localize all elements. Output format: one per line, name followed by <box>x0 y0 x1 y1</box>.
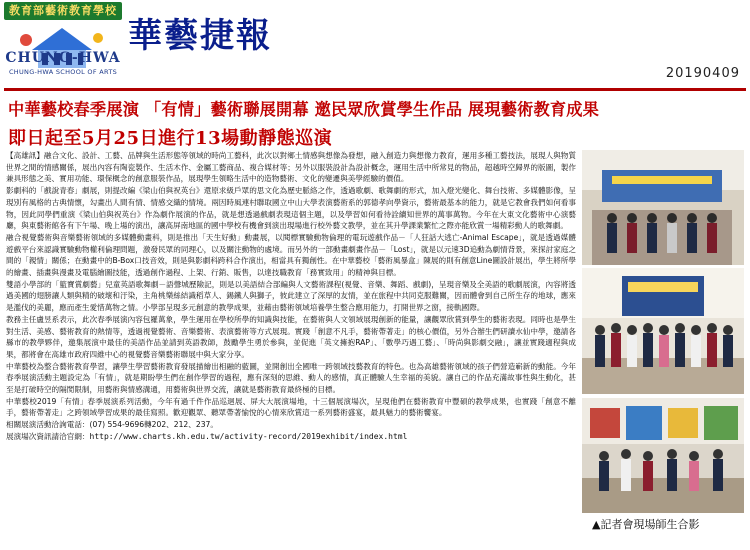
website-line <box>6 431 576 443</box>
article-paragraph: 融合視覺藝術與音樂藝術領域的多媒體動畫科，則是推出「天生好動」動畫展，以閱標實驗動物倫理的電玩遊戲作品－「人狂話大逃亡-Animal Escape」，就是透過媒體遊戲平台來認識實驗動物權利倫理問題，激發民眾的同理心，以及關注動物的處境。而另外的一部動畫劇畫作品－「Lost」，就是以元速3D追動為劇情背景，來探討家庭之間的「親情」關係；在動畫中的B-Box口技音效，則是與影劇科跨科合作演出，相當具有獨創性。在中華藝校「藝術風暴盒」陳展的則有創意Line圖設計展出，學生將所學的繪畫、插畫與漫畫及電腦繪圖技能，透過創作過程、上架、行銷、販售，以達技職教育「務實致用」的精神與目標。 <box>6 232 576 278</box>
exhibition-photo-1 <box>582 150 744 265</box>
school-logo <box>4 2 122 94</box>
article-body <box>6 150 576 536</box>
newsletter-header <box>0 0 750 92</box>
photo-caption: ▲記者會現場師生合影 <box>592 518 700 531</box>
article-paragraph: 中華藝校2019「有情」春季展演系列活動，今年有過千件作品巡迴展、屏大大展演場地，十三個展演場次，呈現他們在藝術教育中豐碩的教學成果，也實踐「創意不離手，藝術帶著走」之跨領域學習成果的最佳寫照。歡迎觀眾、聽眾帶著愉悅的心情來欣賞這一系列藝術盛宴，最具魅力的藝術饗宴。 <box>6 396 576 418</box>
header-divider <box>4 88 746 91</box>
group-photo-2 <box>582 268 744 394</box>
article-paragraph: 中華藝校為整合藝術教育學習，讓學生學習藝術教育發展描繪出相融的藍圖，並開創出全國唯一跨領域技藝教育的特色。也為高雄藝術領域的孩子們營造嶄新的動能。今年春季展演活動主題設定為「有情」，就是期盼學生們在創作學習的過程，應有深刻的思維、動人的感情，真正體驗人生幸福的美貌。讓自己的作品充滿故事性與生動化，甚至是打破時空的隔閡限制，用藝術與情感溝通，用藝術與世界交流，讓就是藝術教育最終極的目標。 <box>6 361 576 395</box>
contact-phone: (07) 554-9696轉202、212、237。 <box>89 420 218 430</box>
newsletter-title: 華藝捷報 <box>128 16 272 56</box>
logo-school-subtitle: CHUNG-HWA SCHOOL OF ARTS <box>8 68 118 76</box>
logo-school-name: CHUNG-HWA <box>5 50 121 66</box>
issue-date: 20190409 <box>665 66 740 81</box>
website-link[interactable]: http://www.charts.kh.edu.tw/activity-record/2019exhibit/index.html <box>89 431 408 441</box>
main-headline: 中華藝校春季展演 「有情」藝術聯展開幕 邀民眾欣賞學生作品 展現藝術教育成果 <box>8 100 600 119</box>
contact-label: 相關展演活動洽詢電話： <box>6 420 90 430</box>
exhibition-photo-icon <box>582 150 744 265</box>
gallery-photo-icon <box>582 398 744 513</box>
article-paragraph: 教務主任盧昱系表示，此次春季展演內容包羅萬象，學生運用在學校所學的知識與技能，在藝術與人文領域展現創新的能量，讓觀眾欣賞到學生的藝術表現。同時也是學生對生活、美感、藝術教育的熱情等，透過視覺藝術、音樂藝術、表演藝術等方式展現。實踐「創意不凡手，藝術帶著走」的核心價值，另外合辦生們研讀水仙中學，邀請各縣市的教學夥伴，邀集展演中最佳的美語作品並請到英語教師，鼓勵學生勇於參與，並促進「英文擁抱RAP」、「數學巧遇工藝」、「時尚與影劇交融」，讓並實踐適程與成果，都將會在高雄市政府四維中心的視覺藝音樂藝術聯展中與大家分享。 <box>6 314 576 359</box>
gallery-photo-3 <box>582 398 744 513</box>
article-paragraph: 【高雄訊】融合文化、設計、工藝、品牌與生活形態等領域的時尚工藝科，此次以對鄉土情感與想像為發想，融入創造力與想像力教育，運用多種工藝技法，展現人與物質世界之間的情感關係，展出內容有陶瓷製作、生活木作、金屬工藝商品、複合媒材等；另外以服裝設計為設計概念，運用生活中所常見的物品，超越時空歸界的版圖，製作兼具形態之美、實用功能、環保概念的創意服裝作品，展現學生領略生活中的造物藝術、文化的變遷與美學經驗的價值。 <box>6 151 576 184</box>
article-paragraph: 影劇科的「戲說青春」劇展，則提改編《梁山伯與祝英台》還原求級戶眾的思文化為歷史脈絡之作，透過歌劇、歌舞劇的形式，加入燈光變化、舞台技術、多媒體影像，呈現別有風格的古典情懷，勾畫出人間有情、情感交織的情境。兩因時風連村聯取國立中山大學表演藝術系的郭德孝向學資示，藝術最基本的能力，就是它教會我們如何看事物，因此同學們重演《梁山伯與祝英台》作為劇作展演的作品，就是想透過戲劇表現這個主題，以及學習如何看待詮續知世界的萬事萬物。今年在大東文化藝術中心演藝廳，與東藝術館各有下午場、晚上場的演出，讓高屏南地區的國中學校有機會到演出現場進行校外藝文教學，並在其升學課業繁忙之際亦能欣賞一場精彩動人的歌舞劇。 <box>6 186 576 231</box>
group-photo-icon <box>582 268 744 394</box>
logo-banner: 教育部藝術教育學校 <box>4 2 122 20</box>
article-paragraph: 雙語小學部的「籃寶賞劇藝」兒童英語歌舞劇－語聲城歷險記，則是以美語結合部編與人文藝術課程(視覺、音樂、舞蹈、戲劇)，呈現音樂及全美語的歌劇展演，內容將透過美國的翅膀讓人類與精的破壞和汙染，主角桃樂絲結識稻草人、錫鐵人與獅子，彼此建立了深厚的友情，並在旅程中共同克服難關，因而體會到自己所生存的地球，應來是濫伐的美麗，應而產生愛惜萬物之情。小學部呈現多元創意的教學成果，並藉由藝術領域培養學生整合應用能力，打開世界之窗，接軌國際。 <box>6 279 576 313</box>
website-label: 展演場次資訊請洽官網： <box>6 431 90 441</box>
sub-headline: 即日起至5月25日進行13場動靜態巡演 <box>8 128 333 149</box>
contact-line <box>6 419 576 431</box>
